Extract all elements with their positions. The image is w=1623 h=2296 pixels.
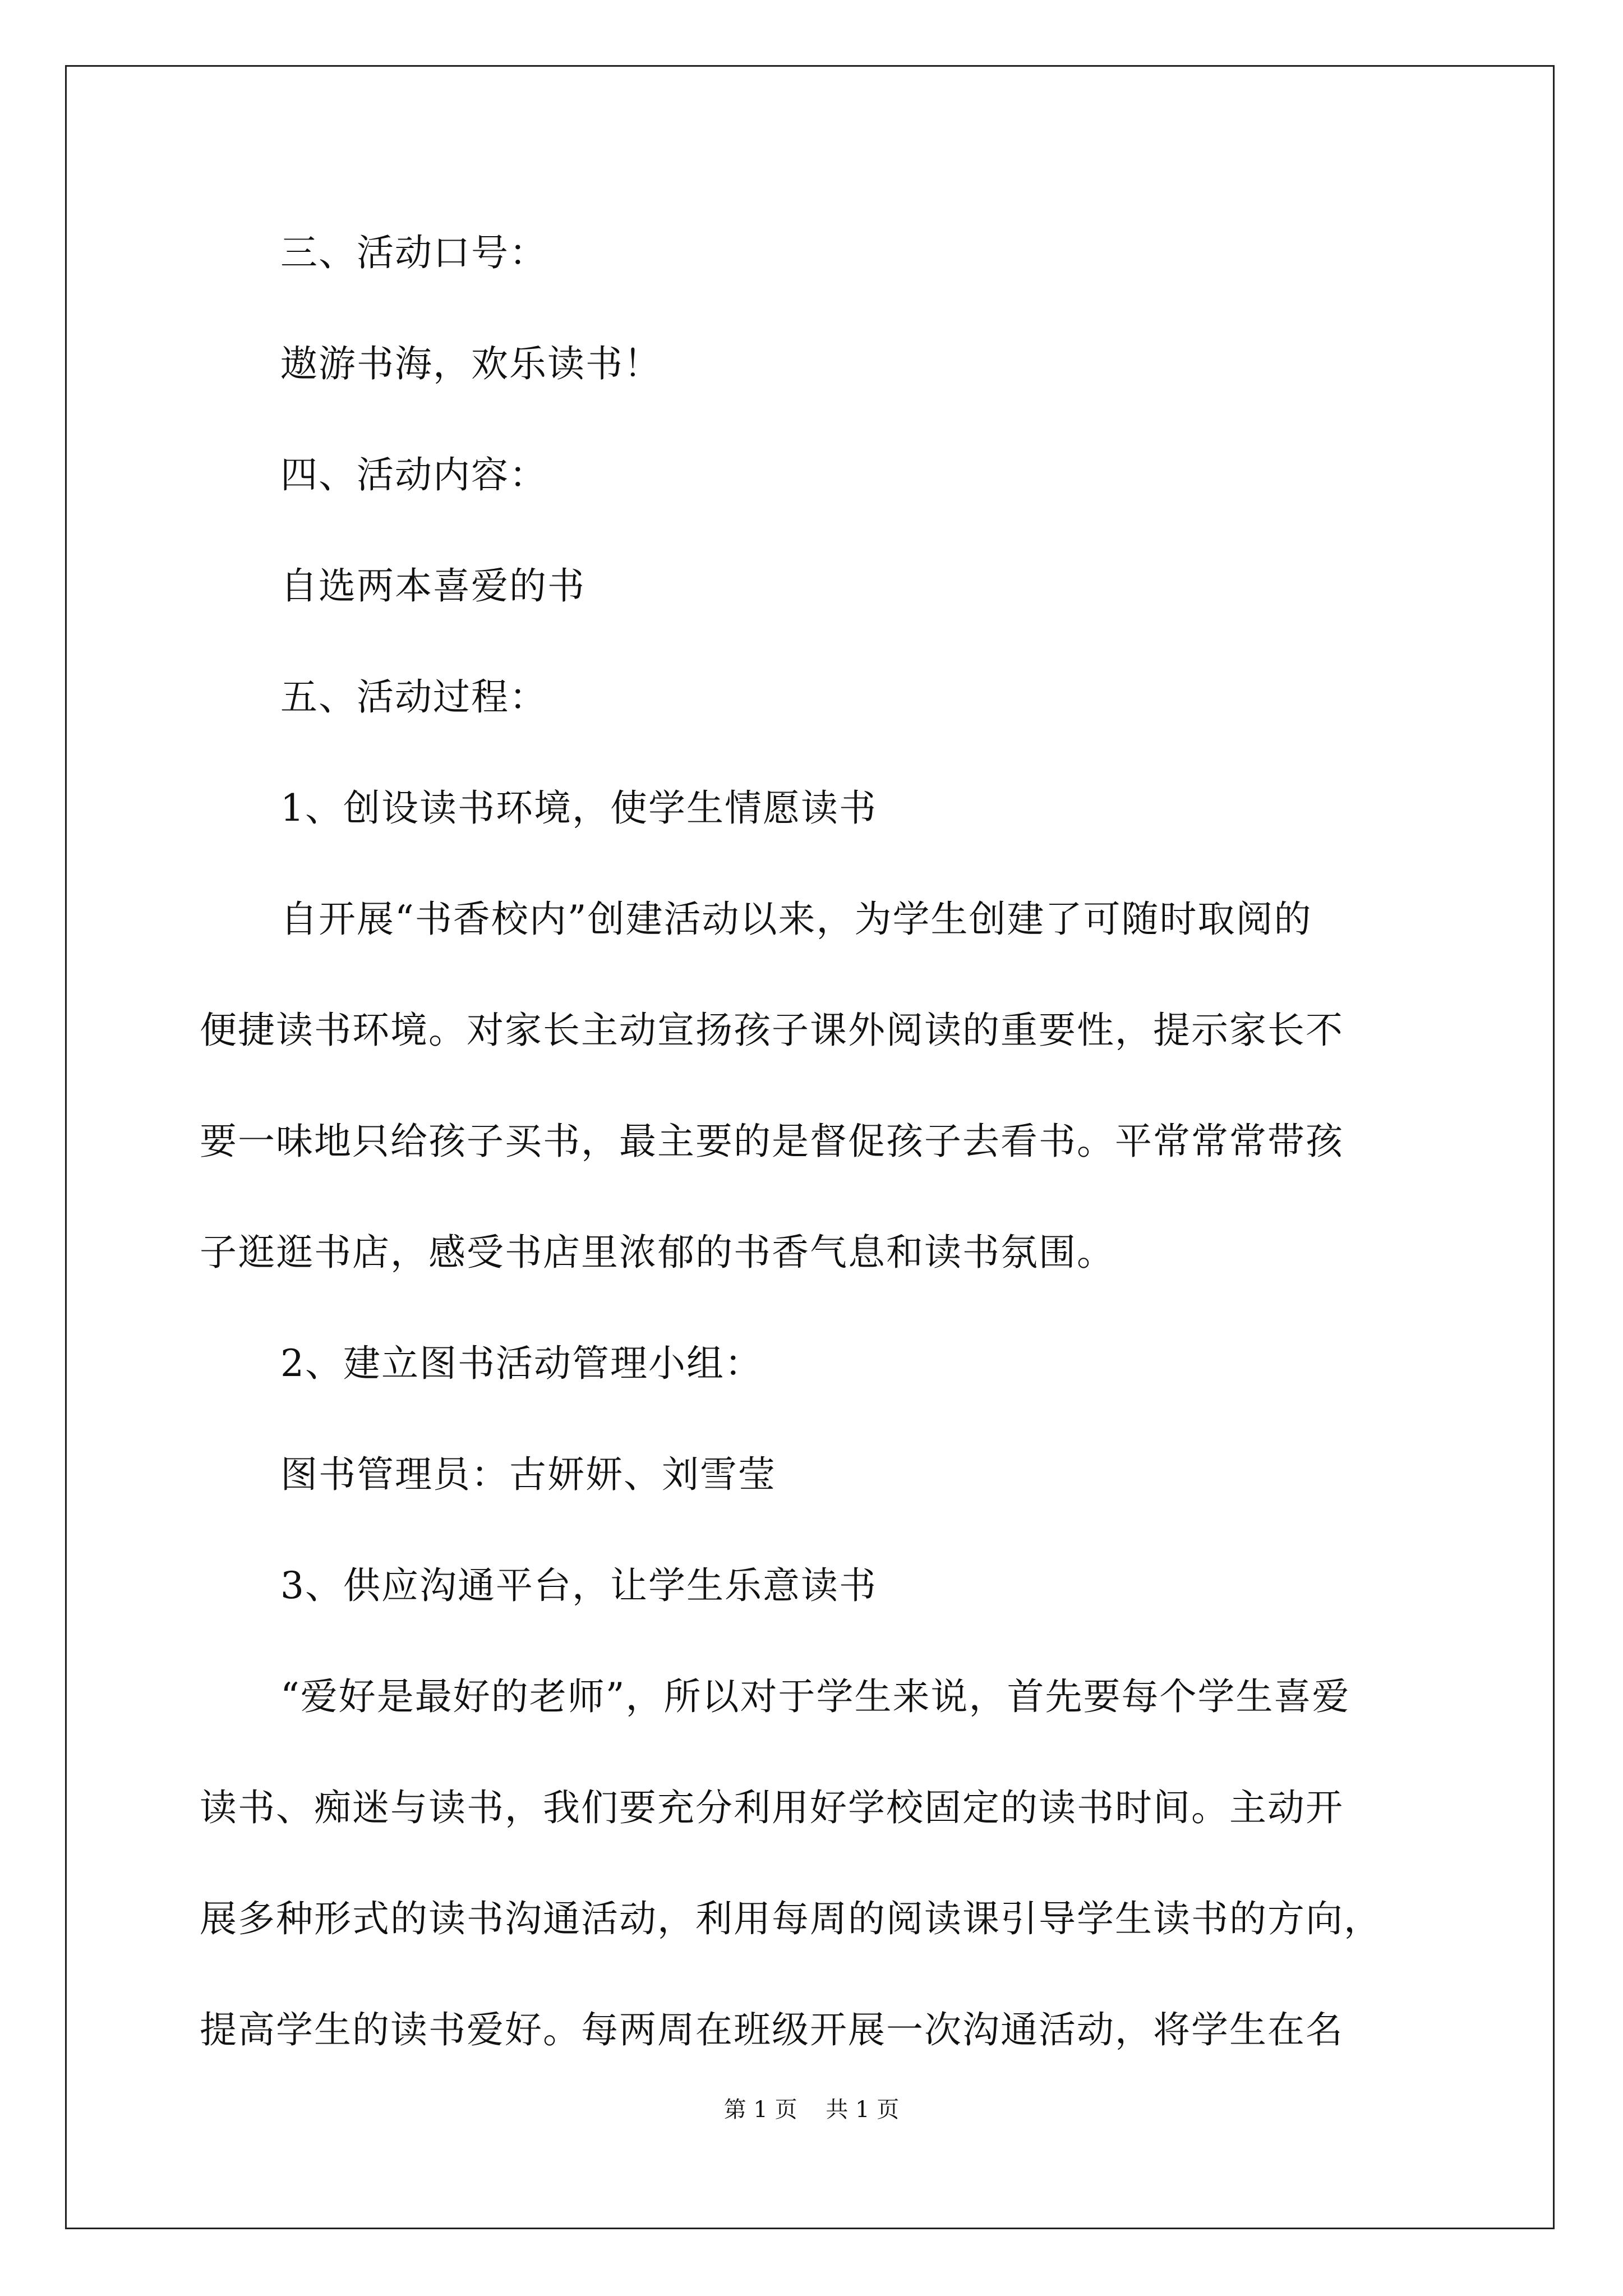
paragraph-line: 要一味地只给孩子买书，最主要的是督促孩子去看书。平常常常带孩 [200, 1120, 1344, 1163]
slogan-text: 遨游书海，欢乐读书！ [280, 342, 662, 385]
paragraph-line: 提高学生的读书爱好。每两周在班级开展一次沟通活动，将学生在名 [200, 2008, 1344, 2051]
heading-process: 五、活动过程： [280, 675, 547, 719]
subheading-management: 2、建立图书活动管理小组： [280, 1342, 763, 1385]
heading-content: 四、活动内容： [280, 453, 547, 496]
paragraph-line: 子逛逛书店，感受书店里浓郁的书香气息和读书氛围。 [200, 1231, 1115, 1274]
page-number-footer: 第 1 页 共 1 页 [723, 2097, 900, 2123]
paragraph-line: 便捷读书环境。对家长主动宣扬孩子课外阅读的重要性，提示家长不 [200, 1009, 1344, 1052]
subheading-platform: 3、供应沟通平台，让学生乐意读书 [280, 1564, 877, 1607]
paragraph-line: “爱好是最好的老师”，所以对于学生来说，首先要每个学生喜爱 [280, 1675, 1350, 1718]
heading-slogan: 三、活动口号： [280, 231, 547, 274]
paragraph-line: 读书、痴迷与读书，我们要充分利用好学校固定的读书时间。主动开 [200, 1786, 1344, 1829]
paragraph-line: 自开展“书香校内”创建活动以来，为学生创建了可随时取阅的 [280, 898, 1312, 941]
paragraph-line: 展多种形式的读书沟通活动，利用每周的阅读课引导学生读书的方向， [200, 1897, 1382, 1940]
subheading-environment: 1、创设读书环境，使学生情愿读书 [280, 786, 877, 830]
librarian-list: 图书管理员：古妍妍、刘雪莹 [280, 1453, 776, 1496]
content-text: 自选两本喜爱的书 [280, 564, 585, 608]
